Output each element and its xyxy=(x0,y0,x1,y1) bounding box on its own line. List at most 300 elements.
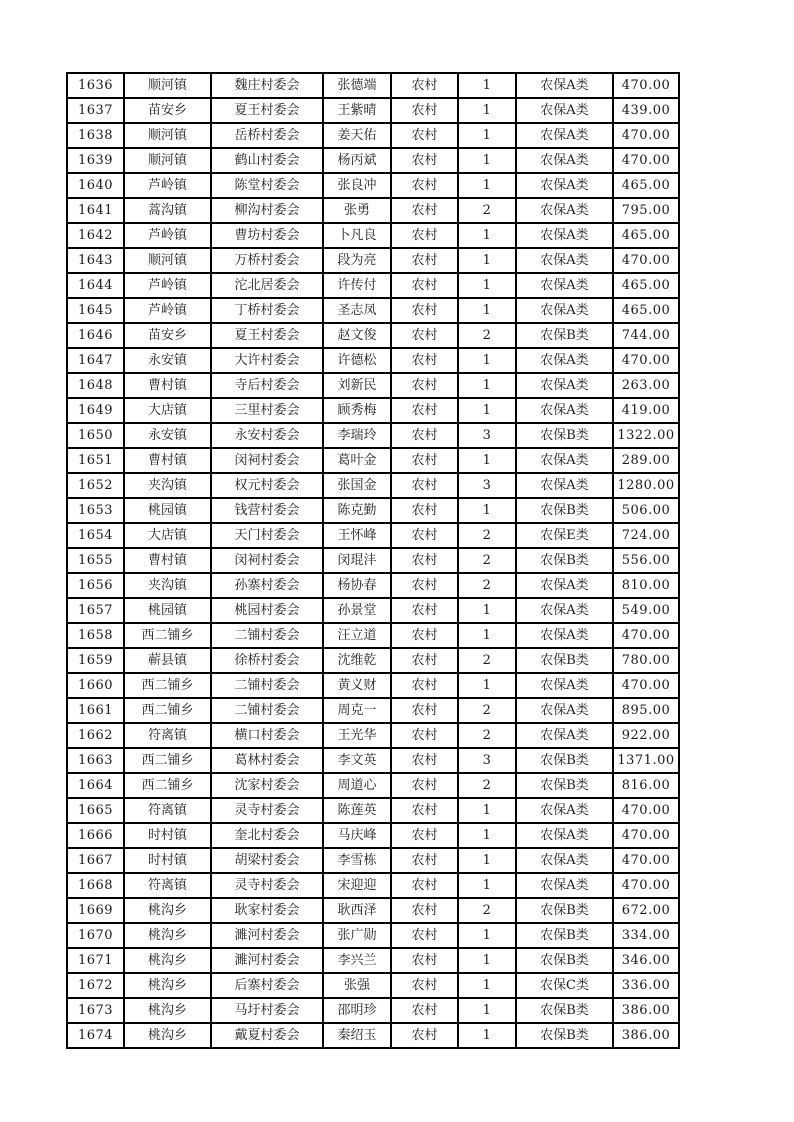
cell-type: 农村 xyxy=(391,773,458,798)
cell-count: 2 xyxy=(458,573,516,598)
cell-village: 桃园村委会 xyxy=(211,598,323,623)
cell-seq: 1662 xyxy=(67,723,124,748)
cell-type: 农村 xyxy=(391,598,458,623)
cell-type: 农村 xyxy=(391,898,458,923)
cell-village: 岳桥村委会 xyxy=(211,123,323,148)
cell-town: 时村镇 xyxy=(124,848,211,873)
cell-name: 王紫晴 xyxy=(323,98,391,123)
cell-seq: 1664 xyxy=(67,773,124,798)
cell-name: 圣志凤 xyxy=(323,298,391,323)
cell-town: 桃沟乡 xyxy=(124,898,211,923)
cell-town: 芦岭镇 xyxy=(124,298,211,323)
table-row xyxy=(67,648,679,673)
cell-count: 2 xyxy=(458,548,516,573)
cell-name: 黄义财 xyxy=(323,673,391,698)
cell-type: 农村 xyxy=(391,973,458,998)
table-row xyxy=(67,173,679,198)
cell-type: 农村 xyxy=(391,748,458,773)
table-row xyxy=(67,323,679,348)
cell-count: 1 xyxy=(458,848,516,873)
cell-town: 曹村镇 xyxy=(124,373,211,398)
cell-category: 农保A类 xyxy=(516,223,613,248)
cell-name: 葛叶金 xyxy=(323,448,391,473)
cell-amount: 922.00 xyxy=(613,723,679,748)
cell-seq: 1669 xyxy=(67,898,124,923)
cell-amount: 263.00 xyxy=(613,373,679,398)
cell-town: 芦岭镇 xyxy=(124,223,211,248)
cell-type: 农村 xyxy=(391,373,458,398)
cell-amount: 810.00 xyxy=(613,573,679,598)
cell-amount: 816.00 xyxy=(613,773,679,798)
cell-category: 农保B类 xyxy=(516,948,613,973)
cell-seq: 1648 xyxy=(67,373,124,398)
cell-amount: 336.00 xyxy=(613,973,679,998)
table-row xyxy=(67,998,679,1023)
cell-amount: 465.00 xyxy=(613,273,679,298)
cell-category: 农保A类 xyxy=(516,348,613,373)
cell-town: 顺河镇 xyxy=(124,73,211,98)
table-row xyxy=(67,448,679,473)
cell-seq: 1667 xyxy=(67,848,124,873)
cell-count: 1 xyxy=(458,348,516,373)
cell-town: 桃沟乡 xyxy=(124,973,211,998)
cell-name: 张广勋 xyxy=(323,923,391,948)
cell-seq: 1645 xyxy=(67,298,124,323)
cell-type: 农村 xyxy=(391,548,458,573)
cell-type: 农村 xyxy=(391,998,458,1023)
cell-category: 农保A类 xyxy=(516,873,613,898)
cell-village: 徐桥村委会 xyxy=(211,648,323,673)
table-row xyxy=(67,198,679,223)
cell-amount: 795.00 xyxy=(613,198,679,223)
cell-category: 农保A类 xyxy=(516,173,613,198)
cell-amount: 1371.00 xyxy=(613,748,679,773)
cell-name: 张勇 xyxy=(323,198,391,223)
cell-count: 1 xyxy=(458,223,516,248)
cell-count: 1 xyxy=(458,148,516,173)
cell-count: 3 xyxy=(458,473,516,498)
cell-amount: 470.00 xyxy=(613,873,679,898)
cell-seq: 1666 xyxy=(67,823,124,848)
pension-roster-table xyxy=(66,72,680,1049)
cell-amount: 386.00 xyxy=(613,1023,679,1048)
cell-amount: 470.00 xyxy=(613,623,679,648)
cell-category: 农保A类 xyxy=(516,573,613,598)
cell-name: 周克一 xyxy=(323,698,391,723)
cell-town: 顺河镇 xyxy=(124,148,211,173)
cell-name: 马庆峰 xyxy=(323,823,391,848)
cell-type: 农村 xyxy=(391,348,458,373)
table-row xyxy=(67,73,679,98)
cell-type: 农村 xyxy=(391,398,458,423)
cell-amount: 724.00 xyxy=(613,523,679,548)
cell-village: 耿家村委会 xyxy=(211,898,323,923)
cell-name: 李雪栋 xyxy=(323,848,391,873)
cell-name: 孙景堂 xyxy=(323,598,391,623)
table-row xyxy=(67,823,679,848)
cell-town: 永安镇 xyxy=(124,423,211,448)
cell-town: 桃园镇 xyxy=(124,498,211,523)
cell-name: 陈克勤 xyxy=(323,498,391,523)
cell-seq: 1652 xyxy=(67,473,124,498)
cell-amount: 465.00 xyxy=(613,173,679,198)
cell-count: 2 xyxy=(458,648,516,673)
table-row xyxy=(67,248,679,273)
cell-category: 农保B类 xyxy=(516,648,613,673)
cell-type: 农村 xyxy=(391,173,458,198)
cell-seq: 1660 xyxy=(67,673,124,698)
cell-seq: 1646 xyxy=(67,323,124,348)
cell-type: 农村 xyxy=(391,873,458,898)
cell-amount: 1280.00 xyxy=(613,473,679,498)
cell-name: 姜天佑 xyxy=(323,123,391,148)
cell-amount: 506.00 xyxy=(613,498,679,523)
cell-name: 顾秀梅 xyxy=(323,398,391,423)
cell-name: 王怀峰 xyxy=(323,523,391,548)
cell-village: 灵寺村委会 xyxy=(211,798,323,823)
cell-category: 农保A类 xyxy=(516,123,613,148)
cell-amount: 470.00 xyxy=(613,798,679,823)
cell-town: 桃沟乡 xyxy=(124,923,211,948)
cell-type: 农村 xyxy=(391,948,458,973)
table-row xyxy=(67,798,679,823)
cell-amount: 556.00 xyxy=(613,548,679,573)
table-row xyxy=(67,398,679,423)
cell-town: 符离镇 xyxy=(124,798,211,823)
cell-village: 葛林村委会 xyxy=(211,748,323,773)
cell-name: 赵文俊 xyxy=(323,323,391,348)
table-row xyxy=(67,898,679,923)
cell-type: 农村 xyxy=(391,223,458,248)
cell-seq: 1655 xyxy=(67,548,124,573)
cell-name: 宋迎迎 xyxy=(323,873,391,898)
cell-count: 2 xyxy=(458,698,516,723)
table-row xyxy=(67,1023,679,1048)
cell-count: 1 xyxy=(458,73,516,98)
cell-name: 秦绍玉 xyxy=(323,1023,391,1048)
cell-count: 2 xyxy=(458,198,516,223)
cell-name: 张国金 xyxy=(323,473,391,498)
cell-category: 农保B类 xyxy=(516,1023,613,1048)
cell-category: 农保B类 xyxy=(516,898,613,923)
table-row xyxy=(67,948,679,973)
cell-category: 农保B类 xyxy=(516,923,613,948)
cell-name: 杨协春 xyxy=(323,573,391,598)
cell-count: 1 xyxy=(458,448,516,473)
cell-village: 寺后村委会 xyxy=(211,373,323,398)
table-row xyxy=(67,848,679,873)
cell-village: 夏王村委会 xyxy=(211,323,323,348)
cell-seq: 1670 xyxy=(67,923,124,948)
table-row xyxy=(67,348,679,373)
cell-category: 农保B类 xyxy=(516,498,613,523)
cell-town: 符离镇 xyxy=(124,873,211,898)
cell-name: 陈莲英 xyxy=(323,798,391,823)
cell-seq: 1663 xyxy=(67,748,124,773)
cell-count: 1 xyxy=(458,973,516,998)
cell-village: 戴夏村委会 xyxy=(211,1023,323,1048)
cell-name: 李瑞玲 xyxy=(323,423,391,448)
table-row xyxy=(67,148,679,173)
cell-type: 农村 xyxy=(391,123,458,148)
cell-town: 蕲县镇 xyxy=(124,648,211,673)
cell-type: 农村 xyxy=(391,448,458,473)
cell-village: 丁桥村委会 xyxy=(211,298,323,323)
cell-village: 万桥村委会 xyxy=(211,248,323,273)
table-row xyxy=(67,748,679,773)
cell-seq: 1637 xyxy=(67,98,124,123)
cell-type: 农村 xyxy=(391,298,458,323)
cell-type: 农村 xyxy=(391,573,458,598)
cell-seq: 1653 xyxy=(67,498,124,523)
cell-name: 周道心 xyxy=(323,773,391,798)
cell-name: 许德松 xyxy=(323,348,391,373)
table-body xyxy=(67,73,679,1048)
cell-amount: 465.00 xyxy=(613,223,679,248)
cell-name: 许传付 xyxy=(323,273,391,298)
cell-count: 1 xyxy=(458,798,516,823)
cell-type: 农村 xyxy=(391,923,458,948)
cell-type: 农村 xyxy=(391,1023,458,1048)
cell-name: 卜凡良 xyxy=(323,223,391,248)
cell-town: 夹沟镇 xyxy=(124,473,211,498)
cell-type: 农村 xyxy=(391,623,458,648)
cell-type: 农村 xyxy=(391,473,458,498)
cell-type: 农村 xyxy=(391,848,458,873)
table-row xyxy=(67,298,679,323)
cell-seq: 1641 xyxy=(67,198,124,223)
cell-category: 农保A类 xyxy=(516,823,613,848)
cell-amount: 470.00 xyxy=(613,123,679,148)
table-row xyxy=(67,523,679,548)
table-row xyxy=(67,673,679,698)
cell-count: 1 xyxy=(458,123,516,148)
cell-type: 农村 xyxy=(391,798,458,823)
table-row xyxy=(67,923,679,948)
table-row xyxy=(67,273,679,298)
cell-category: 农保B类 xyxy=(516,773,613,798)
cell-category: 农保B类 xyxy=(516,423,613,448)
cell-amount: 289.00 xyxy=(613,448,679,473)
cell-count: 2 xyxy=(458,773,516,798)
cell-name: 李兴兰 xyxy=(323,948,391,973)
cell-amount: 1322.00 xyxy=(613,423,679,448)
cell-count: 3 xyxy=(458,748,516,773)
cell-name: 杨丙斌 xyxy=(323,148,391,173)
cell-seq: 1647 xyxy=(67,348,124,373)
cell-amount: 470.00 xyxy=(613,73,679,98)
cell-village: 孙寨村委会 xyxy=(211,573,323,598)
cell-name: 邵明珍 xyxy=(323,998,391,1023)
cell-town: 顺河镇 xyxy=(124,248,211,273)
cell-village: 二铺村委会 xyxy=(211,623,323,648)
cell-category: 农保A类 xyxy=(516,673,613,698)
cell-amount: 780.00 xyxy=(613,648,679,673)
table-row xyxy=(67,723,679,748)
cell-amount: 470.00 xyxy=(613,673,679,698)
cell-village: 濉河村委会 xyxy=(211,948,323,973)
cell-category: 农保A类 xyxy=(516,73,613,98)
cell-amount: 334.00 xyxy=(613,923,679,948)
cell-category: 农保A类 xyxy=(516,798,613,823)
cell-town: 西二铺乡 xyxy=(124,748,211,773)
table-row xyxy=(67,598,679,623)
cell-category: 农保A类 xyxy=(516,848,613,873)
cell-village: 二铺村委会 xyxy=(211,698,323,723)
cell-town: 顺河镇 xyxy=(124,123,211,148)
cell-town: 西二铺乡 xyxy=(124,773,211,798)
cell-type: 农村 xyxy=(391,698,458,723)
cell-count: 1 xyxy=(458,673,516,698)
table-row xyxy=(67,573,679,598)
cell-seq: 1644 xyxy=(67,273,124,298)
table-row xyxy=(67,623,679,648)
cell-type: 农村 xyxy=(391,98,458,123)
cell-count: 1 xyxy=(458,248,516,273)
cell-town: 曹村镇 xyxy=(124,448,211,473)
cell-amount: 439.00 xyxy=(613,98,679,123)
cell-name: 王光华 xyxy=(323,723,391,748)
cell-count: 2 xyxy=(458,723,516,748)
cell-count: 1 xyxy=(458,598,516,623)
cell-village: 二铺村委会 xyxy=(211,673,323,698)
cell-town: 西二铺乡 xyxy=(124,698,211,723)
cell-seq: 1654 xyxy=(67,523,124,548)
cell-category: 农保B类 xyxy=(516,748,613,773)
cell-type: 农村 xyxy=(391,423,458,448)
cell-seq: 1668 xyxy=(67,873,124,898)
cell-count: 2 xyxy=(458,523,516,548)
cell-town: 桃沟乡 xyxy=(124,1023,211,1048)
cell-name: 张良冲 xyxy=(323,173,391,198)
cell-seq: 1638 xyxy=(67,123,124,148)
cell-town: 时村镇 xyxy=(124,823,211,848)
cell-village: 天门村委会 xyxy=(211,523,323,548)
cell-village: 沈家村委会 xyxy=(211,773,323,798)
cell-type: 农村 xyxy=(391,323,458,348)
cell-amount: 419.00 xyxy=(613,398,679,423)
cell-type: 农村 xyxy=(391,148,458,173)
cell-seq: 1649 xyxy=(67,398,124,423)
cell-type: 农村 xyxy=(391,73,458,98)
cell-category: 农保B类 xyxy=(516,323,613,348)
cell-amount: 346.00 xyxy=(613,948,679,973)
cell-count: 2 xyxy=(458,323,516,348)
cell-count: 1 xyxy=(458,873,516,898)
cell-type: 农村 xyxy=(391,248,458,273)
cell-town: 永安镇 xyxy=(124,348,211,373)
table-row xyxy=(67,223,679,248)
cell-village: 胡梁村委会 xyxy=(211,848,323,873)
cell-category: 农保A类 xyxy=(516,723,613,748)
cell-village: 闵祠村委会 xyxy=(211,548,323,573)
cell-amount: 672.00 xyxy=(613,898,679,923)
cell-category: 农保A类 xyxy=(516,373,613,398)
cell-town: 西二铺乡 xyxy=(124,623,211,648)
cell-category: 农保A类 xyxy=(516,598,613,623)
cell-village: 陈堂村委会 xyxy=(211,173,323,198)
cell-seq: 1656 xyxy=(67,573,124,598)
table-row xyxy=(67,373,679,398)
cell-category: 农保A类 xyxy=(516,623,613,648)
cell-name: 段为亮 xyxy=(323,248,391,273)
cell-town: 大店镇 xyxy=(124,398,211,423)
cell-name: 张德端 xyxy=(323,73,391,98)
cell-category: 农保A类 xyxy=(516,298,613,323)
cell-count: 1 xyxy=(458,948,516,973)
cell-seq: 1659 xyxy=(67,648,124,673)
cell-type: 农村 xyxy=(391,673,458,698)
cell-seq: 1640 xyxy=(67,173,124,198)
cell-town: 符离镇 xyxy=(124,723,211,748)
cell-village: 钱营村委会 xyxy=(211,498,323,523)
cell-village: 权元村委会 xyxy=(211,473,323,498)
cell-name: 沈维乾 xyxy=(323,648,391,673)
cell-village: 马圩村委会 xyxy=(211,998,323,1023)
cell-town: 大店镇 xyxy=(124,523,211,548)
cell-village: 魏庄村委会 xyxy=(211,73,323,98)
cell-village: 三里村委会 xyxy=(211,398,323,423)
cell-amount: 465.00 xyxy=(613,298,679,323)
cell-name: 汪立道 xyxy=(323,623,391,648)
cell-town: 芦岭镇 xyxy=(124,273,211,298)
cell-count: 1 xyxy=(458,923,516,948)
cell-village: 柳沟村委会 xyxy=(211,198,323,223)
cell-seq: 1672 xyxy=(67,973,124,998)
cell-category: 农保C类 xyxy=(516,973,613,998)
cell-type: 农村 xyxy=(391,648,458,673)
cell-amount: 470.00 xyxy=(613,848,679,873)
cell-category: 农保B类 xyxy=(516,998,613,1023)
cell-village: 永安村委会 xyxy=(211,423,323,448)
cell-village: 闵祠村委会 xyxy=(211,448,323,473)
cell-category: 农保A类 xyxy=(516,148,613,173)
cell-town: 西二铺乡 xyxy=(124,673,211,698)
cell-village: 沱北居委会 xyxy=(211,273,323,298)
cell-seq: 1673 xyxy=(67,998,124,1023)
cell-category: 农保A类 xyxy=(516,273,613,298)
table-row xyxy=(67,123,679,148)
cell-category: 农保B类 xyxy=(516,548,613,573)
cell-count: 1 xyxy=(458,273,516,298)
cell-category: 农保A类 xyxy=(516,448,613,473)
cell-count: 1 xyxy=(458,998,516,1023)
table-row xyxy=(67,473,679,498)
cell-town: 桃园镇 xyxy=(124,598,211,623)
cell-amount: 470.00 xyxy=(613,148,679,173)
cell-type: 农村 xyxy=(391,273,458,298)
table-row xyxy=(67,698,679,723)
cell-seq: 1671 xyxy=(67,948,124,973)
cell-seq: 1657 xyxy=(67,598,124,623)
cell-seq: 1658 xyxy=(67,623,124,648)
cell-category: 农保A类 xyxy=(516,473,613,498)
cell-name: 耿西泽 xyxy=(323,898,391,923)
cell-type: 农村 xyxy=(391,823,458,848)
table-row xyxy=(67,98,679,123)
cell-name: 刘新民 xyxy=(323,373,391,398)
cell-village: 奎北村委会 xyxy=(211,823,323,848)
cell-name: 李文英 xyxy=(323,748,391,773)
cell-seq: 1643 xyxy=(67,248,124,273)
cell-amount: 386.00 xyxy=(613,998,679,1023)
cell-seq: 1665 xyxy=(67,798,124,823)
cell-town: 桃沟乡 xyxy=(124,948,211,973)
cell-count: 1 xyxy=(458,1023,516,1048)
cell-amount: 744.00 xyxy=(613,323,679,348)
cell-count: 1 xyxy=(458,623,516,648)
cell-count: 1 xyxy=(458,173,516,198)
